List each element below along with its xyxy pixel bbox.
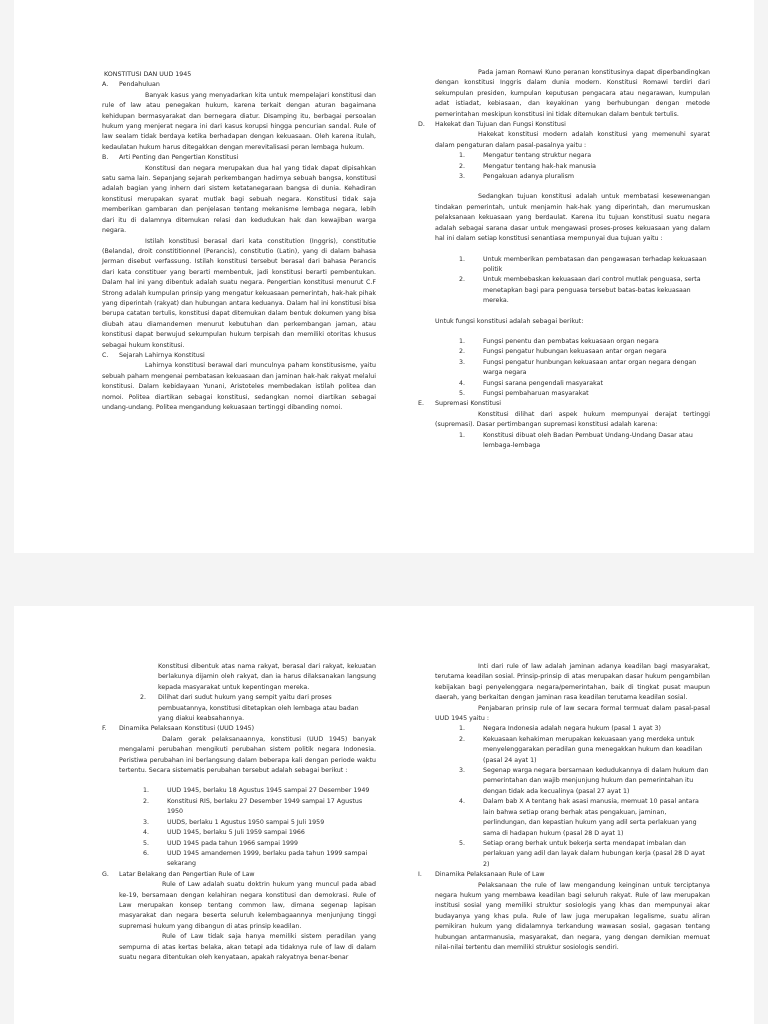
list-item: 1. UUD 1945, berlaku 18 Agustus 1945 sampai 27 Desember 1949 [143, 787, 370, 795]
paragraph: Rule of Law adalah suatu doktrin hukum yang muncul pada abad ke-19, bersamaan dengan kelahiran negara konstitusi dan demokrasi. Rule of Law merupakan konsep tentang common law, dimana segenap lapisan masyarakat dan negara beserta seluruh kelembagaannya menjunjung tinggi supremasi hukum yang dibangun di atas prinsip keadilan. [119, 881, 376, 930]
paragraph: Pada jaman Romawi Kuno peranan konstitusinya dapat diperbandingkan dengan konstitusi Inggris dalam dunia modern. Konstitusi Romawi terdiri dari sekumpulan presiden, kumpulan keputusan pengacara atau negarawan, kumpulan adat istiadat, kebiasaan, dan keyakinan yang berhubungan dengan metode pemerintahan meskipun konstitusi ini tidak ditemukan dalam bentuk tertulis. [435, 69, 710, 118]
section-e [418, 399, 710, 451]
paragraph: Inti dari rule of law adalah jaminan adanya keadilan bagi masyarakat, terutama keadilan sosial. Prinsip-prinsip di atas merupakan dasar hukum pengambilan kebijakan bagi penyelenggara negara/pemerintahan, baik di tingkat pusat maupun daerah, yang berkaitan dengan jaminan rasa keadilan terutama keadilan sosial. [435, 663, 710, 702]
list-structure [418, 151, 710, 182]
list-item: 1. Konstitusi dibuat oleh Badan Pembuat Undang-Undang Dasar atau lembaga-lembaga [459, 431, 693, 449]
list-item: 4. Fungsi sarana pengendali masyarakat [459, 379, 603, 387]
section-heading: Supremasi Konstitusi [435, 400, 501, 408]
section-heading: Latar Belakang dan Pengertian Rule of Law [119, 870, 255, 878]
section-g [102, 870, 376, 964]
list-item: 4. UUD 1945, berlaku 5 Juli 1959 sampai 1966 [143, 829, 305, 837]
list-item: 4. Dalam bab X A tentang hak asasi manusia, memuat 10 pasal antara lain bahwa setiap orang berhak atas pengakuan, jaminan, perlindungan, dan kepastian hukum yang adil serta perlakuan yang sama di hadapan hukum (pasal 28 D ayat 1) [459, 798, 699, 837]
section-heading: Hakekat dan Tujuan dan Fungsi Konstitusi [435, 121, 566, 129]
page2-right-column [418, 662, 710, 953]
section-marker: D. [418, 121, 425, 129]
section-i [418, 870, 710, 953]
section-b [14, 153, 376, 351]
paragraph: Lahirnya konstitusi berawal dari munculnya paham konstitusisme, yaitu sebuah paham mengenai pembatasan kekuasaan dan jaminan hak-hak rakyat melalui konstitusi. Dalam kebidayaan Yunani, Aristoteles membedakan istilah politea dan nomoi. Politea diartikan sebagai konstitusi, sedangkan nomoi diartikan sebagai undang-undang. Politea mengandung kekuasaan tertinggi dibanding nomoi. [102, 362, 376, 411]
paragraph: Pelaksanaan the rule of law mengandung keinginan untuk terciptanya negara hukum yang membawa keadilan bagi seluruh rakyat. Rule of law merupakan institusi sosial yang memiliki struktur sosiologis yang khas dan mempunyai akar budayanya yang khas pula. Rule of law juga merupakan legalisme, suatu aliran pemikiran hukum yang didalamnya terkandung wawasan sosial, gagasan tentang hubungan antarmanusia, masyarakat, dan negara, yang dengan demikian memuat nilai-nilai tertentu dan memiliki struktur sosiologis sendiri. [435, 881, 710, 951]
section-marker: C. [102, 351, 109, 359]
list-item: 2. Fungsi pengatur hubungan kekuasaan antar organ negara [459, 348, 667, 356]
list-item: 2. Konstitusi RIS, berlaku 27 Desember 1949 sampai 17 Agustus 1950 [143, 797, 363, 816]
paragraph: Konstitusi dibentuk atas nama rakyat, berasal dari rakyat, kekuatan berlakunya dijamin oleh rakyat, dan ia harus dilaksanakan langsung kepada masyarakat untuk kepentingan mereka. [158, 663, 376, 691]
paragraph: Hakekat konstitusi modern adalah konstitusi yang memenuhi syarat dalam pengaturan dalam pasal-pasalnya yaitu : [435, 131, 710, 149]
paragraph: Untuk fungsi konstitusi adalah sebagai berikut: [435, 317, 584, 325]
paragraph: Konstitusi dilihat dari aspek hukum mempunyai derajat tertinggi (supremasi). Dasar pertimbangan supremasi konstitusi adalah karena: [435, 410, 710, 429]
paragraph: Dalam gerak pelaksanaannya, konstitusi (UUD 1945) banyak mengalami perubahan mengikuti perubahan sistem politik negara Indonesia. Peristiwa perubahan ini berlangsung dalam beberapa kali dengan periode waktu tertentu. Secara sistematis perubahan tersebut adalah sebagai berikut : [119, 735, 376, 775]
section-marker: A. [102, 81, 109, 89]
paragraph: Sedangkan tujuan konstitusi adalah untuk membatasi kesewenangan tindakan pemerintah, untuk menjamin hak-hak yang diperintah, dan merumuskan pelaksanaan kekuasaan yang berdaulat. Karena itu tujuan konstitusi suatu negara adalah sebagai sarana dasar untuk mengawasi proses-proses kekuasaan yang dalam hal ini dalam setiap konstitusi senantiasa mempunyai dua tujuan yaitu : [435, 193, 710, 243]
list-constitution-views [102, 693, 376, 724]
section-heading: Arti Penting dan Pengertian Konstitusi [119, 154, 239, 162]
list-item: 2. Untuk membebaskan kekuasaan dari control mutlak penguasa, serta menetapkan bagi para penguasa tersebut batas-batas kekuasaan mereka. [459, 276, 701, 305]
section-marker: E. [418, 400, 424, 408]
document-page-1 [14, 0, 754, 553]
list-item: 1. Mengatur tentang struktur negara [459, 152, 592, 160]
list-item: 3. Pengakuan adanya pluralism [459, 173, 574, 181]
section-f [102, 724, 376, 869]
section-a [14, 80, 376, 153]
section-d [418, 120, 710, 399]
paragraph: Konstitusi dan negara merupakan dua hal yang tidak dapat dipisahkan satu sama lain. Sepanjang sejarah perkembangan hadirnya sebuah bangsa, konstitusi adalah bagian yang inhern dari sistem ketatanegaraan bangsa di dunia. Kehadiran konstitusi merupakan syarat mutlak bagi sebuah negara. Konstitusi tidak saja memberikan gambaran dan penjelasan tentang mekanisme lembaga negara, lebih dari itu di dalamnya ditemukan relasi dan kedudukan hak dan kewajiban warga negara. [102, 164, 376, 235]
list-item: 1. Untuk memberikan pembatasan dan pengawasan terhadap kekuasaan politik [459, 255, 707, 273]
list-item: 1. Fungsi penentu dan pembatas kekuasaan organ negara [459, 337, 659, 345]
page1-left-column [14, 70, 376, 413]
list-item: 2. Dilihat dari sudut hukum yang sempit yaitu dari proses pembuatannya, konstitusi ditetapkan oleh lembaga atau badan yang diakui keabsahannya. [140, 694, 359, 723]
list-item: 5. UUD 1945 pada tahun 1966 sampai 1999 [143, 839, 299, 847]
section-heading: Pendahuluan [119, 81, 160, 89]
list-item: 1. Negara Indonesia adalah negara hukum (pasal 1 ayat 3) [459, 725, 661, 733]
list-constitution-periods [102, 786, 376, 869]
section-heading: Dinamika Pelaksaan Konstitusi (UUD 1945) [119, 725, 255, 733]
section-marker: I. [418, 871, 422, 879]
list-purposes [418, 255, 710, 307]
list-item: 6. UUD 1945 amandemen 1999, berlaku pada tahun 1999 sampai sekarang [143, 849, 368, 868]
paragraph: Rule of Law tidak saja hanya memiliki sistem peradilan yang sempurna di atas kertas belaka, akan tetapi ada tidaknya rule of law di dalam suatu negara ditentukan oleh kenyataan, apakah rakyatnya benar-benar [119, 933, 376, 961]
list-functions [418, 337, 710, 399]
list-item: 3. Fungsi pengatur hunbungan kekuasaan antar organ negara dengan warga negara [459, 358, 697, 377]
list-item: 3. Segenap warga negara bersamaan kedudukannya di dalam hukum dan pemerintahan dan wajib menjunjung hukum dan pemerintahan itu dengan tidak ada kecualinya (pasal 27 ayat 1) [459, 767, 709, 795]
document-page-2 [14, 606, 754, 1024]
list-item: 2. Kekuasaan kehakiman merupakan kekuasaan yang merdeka untuk menyelenggarakan peradilan guna menegakkan hukum dan keadilan (pasal 24 ayat 1) [459, 735, 703, 764]
paragraph: Penjabaran prinsip rule of law secara formal termuat dalam pasal-pasal UUD 1945 yaitu : [435, 704, 710, 723]
paragraph: Banyak kasus yang menyadarkan kita untuk mempelajari konstitusi dan rule of law atau penegakan hukum, karena terkait dengan aturan bagaimana kehidupan bermasyarakat dan bernegara diatur. Disamping itu, berbagai persoalan hukum yang menjerat negara ini dari kasus korupsi hingga pencurian sandal. Rule of law sealam tidak berdaya ketika berhadapan dengan kekuasaan. Oleh karena itulah, kedaulatan hukum harus ditegakkan dengan merevitalisasi peran lembaga hukum. [102, 91, 376, 151]
list-supremacy [418, 431, 710, 452]
list-item: 2. Mengatur tentang hak-hak manusia [459, 162, 596, 170]
section-c [14, 351, 376, 413]
list-item: 3. UUDS, berlaku 1 Agustus 1950 sampai 5 Juli 1959 [143, 818, 325, 826]
list-item: 5. Fungsi pembaharuan masyarakat [459, 389, 589, 397]
section-marker: G. [102, 870, 109, 878]
page2-left-column [102, 662, 376, 963]
section-marker: F. [102, 725, 107, 733]
document-title: KONSTITUSI DAN UUD 1945 [104, 71, 192, 78]
section-heading: Sejarah Lahirnya Konstitusi [119, 351, 205, 359]
section-heading: Dinamika Pelaksanaan Rule of Law [435, 871, 545, 879]
paragraph: Istilah konstitusi berasal dari kata constitution (Inggris), constitutie (Belanda), droit constititionnel (Perancis), constitutio (Latin), yang di dalam bahasa Jerman disebut verfassung. Istilah konstitusi tersebut berasal dari bahasa Perancis dari kata constituer yang berarti membentuk, jadi konstitusi berarti pembentukan. Dalam hal ini yang dibentuk adalah suatu negara. Pengertian konstitusi menurut C.F Strong adalah kumpulan prinsip yang mengatur kekuasaan pemerintah, hak-hak pihak yang diperintah (rakyat) dan hubungan antara keduanya. Dalam hal ini konstitusi bisa berupa catatan tertulis, konstitusi dapat ditemukan dalam bentuk dokumen yang bisa diubah atau diamandemen menurut kebutuhan dan perkembangan jaman, atau konstitusi dapat berwujud sekumpulan hukum terpisah dan memiliki otoritas khusus sebagai hukum konstitusi. [102, 237, 376, 349]
list-rule-of-law-articles [418, 724, 710, 870]
section-marker: B. [102, 154, 109, 162]
list-item: 5. Setiap orang berhak untuk bekerja serta mendapat imbalan dan perlakuan yang adil dan layak dalam hubungan kerja (pasal 28 D ayat 2) [459, 839, 705, 868]
page1-right-column [418, 68, 710, 451]
